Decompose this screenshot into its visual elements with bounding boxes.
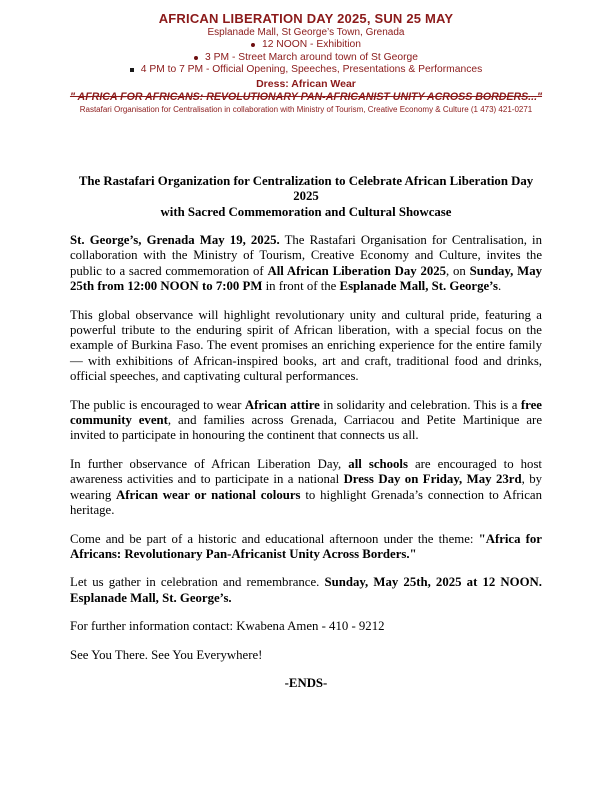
- schedule-item: [0, 64, 612, 77]
- round-bullet-icon: [251, 43, 255, 47]
- paragraph-gather: Let us gather in celebration and remembrance. Sunday, May 25th, 2025 at 12 NOON. Esplanade Mall, St. George’s.: [70, 575, 542, 605]
- paragraph-dateline: St. George’s, Grenada May 19, 2025. The Rastafari Organisation for Centralisation, in collaboration with the Ministry of Tourism, Creative Economy and Culture, invites the public to a sacred commemoration of All African Liberation Day 2025, on Sunday, May 25th from 12:00 NOON to 7:00 PM in front of the Esplanade Mall, St. George’s.: [70, 233, 542, 294]
- press-release-title-line1: The Rastafari Organization for Centralization to Celebrate African Liberation Day 2025: [78, 173, 534, 204]
- paragraph-theme: Come and be part of a historic and educational afternoon under the theme: "Africa for Africans: Revolutionary Pan-Africanist Unity Across Borders.": [70, 531, 542, 561]
- square-bullet-icon: [130, 68, 134, 72]
- schedule-item-text: 4 PM to 7 PM - Official Opening, Speeches, Presentations & Performances: [140, 64, 483, 76]
- event-location: Esplanade Mall, St George’s Town, Grenada: [207, 27, 405, 38]
- schedule-item-text: 3 PM - Street March around town of St George: [205, 51, 418, 63]
- round-bullet-icon: [194, 56, 198, 60]
- ends-marker: -ENDS-: [284, 675, 328, 690]
- press-release-body: [70, 174, 542, 692]
- paragraph-schools: In further observance of African Liberation Day, all schools are encouraged to host awareness activities and to participate in a national Dress Day on Friday, May 23rd, by wearing African wear or national colours to highlight Grenada’s connection to African heritage.: [70, 456, 542, 518]
- contact-line: For further information contact: Kwabena Amen - 410 - 9212: [70, 619, 385, 634]
- organisation-fine-print: Rastafari Organisation for Centralisation in collaboration with Ministry of Tourism, Creative Economy & Culture (1 473) 421-0271: [79, 104, 533, 114]
- paragraph-observance: This global observance will highlight revolutionary unity and cultural pride, featuring a powerful tribute to the enduring spirit of African liberation, with a special focus on the example of Burkina Faso. The event promises an enriching experience for the entire family — with exhibitions of African-inspired books, art and craft, traditional food and drinks, official speeches, and captivating cultural performances.: [70, 307, 542, 384]
- theme-quote: " AFRICA FOR AFRICANS: REVOLUTIONARY PAN-AFRICANIST UNITY ACROSS BORDERS...": [69, 90, 543, 103]
- event-title: AFRICAN LIBERATION DAY 2025, SUN 25 MAY: [158, 11, 454, 26]
- press-release-title: [70, 174, 542, 220]
- schedule-item: [0, 39, 612, 52]
- press-release-title-line2: with Sacred Commemoration and Cultural Showcase: [160, 204, 452, 219]
- dress-code-line: Dress: African Wear: [256, 77, 356, 90]
- schedule-item-text: 12 NOON - Exhibition: [261, 39, 361, 50]
- flyer-header: [0, 0, 612, 115]
- paragraph-public-invite: The public is encouraged to wear African attire in solidarity and celebration. This is a free community event, and families across Grenada, Carriacou and Petite Martinique are invited to participate in honouring the continent that connects us all.: [70, 397, 542, 443]
- schedule-item: [0, 52, 612, 65]
- signoff-line: See You There. See You Everywhere!: [70, 647, 263, 662]
